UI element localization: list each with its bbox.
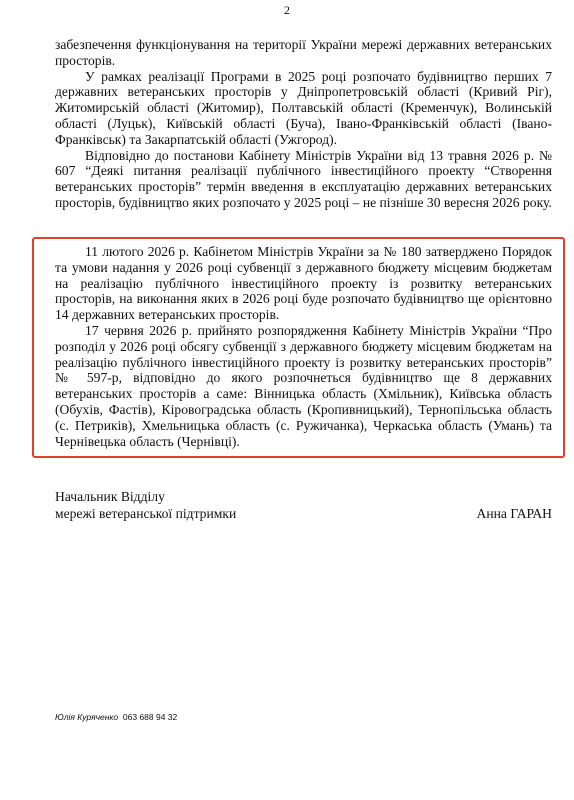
signatory-position-line1: Начальник Відділу (55, 489, 165, 504)
footer-author: Юлія Куряченко (55, 712, 119, 722)
paragraph-order-597: 17 червня 2026 р. прийнято розпорядження Кабінету Міністрів України “Про розподіл у 2026 році обсягу субвенції з державного бюджету місцевим бюджетам на реалізацію публічного інвестиційного проекту із розвитку ветеранських просторів” № 597-р, відповідно до якого розпочнеться будівництво ще 8 державних ветеранських просторів а саме: Вінницька область (Хмільник), Київська область (Обухів, Фастів), Кіровоградська область (Кропивницький), Тернопільська область (с. Петриків), Хмельницька область (с. Ружичанка), Черкаська область (Умань) та Чернівецька область (Чернівці). (55, 322, 552, 449)
body-text (55, 37, 552, 211)
paragraph-resolution-180: 11 лютого 2026 р. Кабінетом Міністрів України за № 180 затверджено Порядок та умови надання у 2026 році субвенції з державного бюджету місцевим бюджетам на реалізацію публічного інвестиційного проекту із розвитку ветеранських просторів, на виконання яких в 2026 році буде розпочато будівництво ще орієнтовно 14 державних ветеранських просторів. (55, 244, 552, 323)
paragraph-resolution-607: Відповідно до постанови Кабінету Міністрів України від 13 травня 2026 р. № 607 “Деякі питання реалізації публічного інвестиційного проекту “Створення ветеранських просторів” термін введення в експлуатацію державних ветеранських просторів, будівництво яких розпочато у 2025 році – не пізніше 30 вересня 2026 року. (55, 147, 552, 210)
footer-phone: 063 688 94 32 (122, 712, 178, 722)
signature-block (55, 488, 552, 522)
paragraph-construction-2025: У рамках реалізації Програми в 2025 році розпочато будівництво перших 7 державних ветеранських просторів у Дніпропетровській області (Кривий Ріг), Житомирській області (Житомир), Полтавській області (Кременчук), Волинській області (Луцьк), Київській області (Буча), Івано-Франківській області (Івано-Франківськ) та Закарпатській області (Ужгород). (55, 68, 552, 147)
paragraph-continuation: забезпечення функціонування на території України мережі державних ветеранських просторів. (55, 37, 552, 68)
signatory-position-line2: мережі ветеранської підтримки (55, 506, 237, 521)
page-number: 2 (284, 3, 290, 17)
highlighted-text (55, 244, 552, 449)
signatory-name: Анна ГАРАН (476, 506, 552, 521)
footer-contact (55, 712, 177, 722)
